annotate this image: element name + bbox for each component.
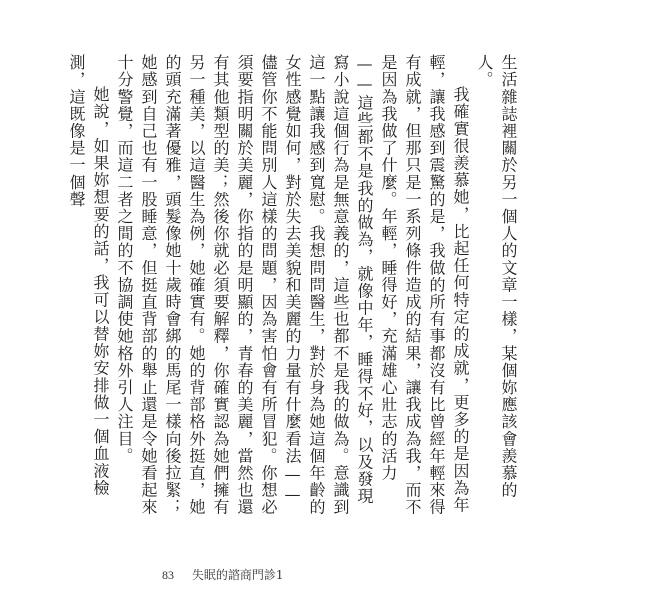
paragraph-1: 生活雜誌裡關於另一個人的文章一樣，某個妳應該會羨慕的人。 — [475, 54, 518, 499]
page-footer — [162, 565, 283, 585]
page-number: 83 — [162, 568, 174, 582]
paragraph-3: 她說，如果妳想要的話，我可以替妳安排做一個血液檢測，這既像是一個聲 — [67, 54, 110, 497]
vertical-text-block — [67, 54, 520, 516]
paragraph-2: 我確實很羨慕她，比起任何特定的成就，更多的是因為年輕，讓我感到震驚的是，我做的所有事都沒有比曾經年輕來得有成就，但那只是一系列條件造成的結果，讓我成為我，而不是因為我做了什麼。年輕，睡得好，充滿雄心壯志的活力——這些都不是我的做為，就像中年，睡得不好，以及發現寫小說這個行為是無意義的，這些也都不是我的做為。意識到這一點讓我感到寬慰。我想問問醫生，對於身為她這個年齡的女性感覺如何，對於失去美貌和美麗的力量有什麼看法——儘管你不能問別人這樣的問題，因為害怕會有所冒犯。你想必須要指明關於美麗，你指的是明顯的，青春的美麗，當然也還有其他類型的美；然後你就必須要解釋，你確實認為她們擁有另一種美，以這醫生為例，她確實有。她的背部格外挺直，她的頭充滿著優雅，頭髮像她十歲時會綁的馬尾一樣向後拉緊；她感到自己也有一股睡意，但挺直背部的舉止還是令她看起來十分警覺，而這二者之間的不協調使她格外引人注目。 — [115, 54, 470, 516]
running-title: 失眠的諮商門診1 — [191, 568, 284, 582]
